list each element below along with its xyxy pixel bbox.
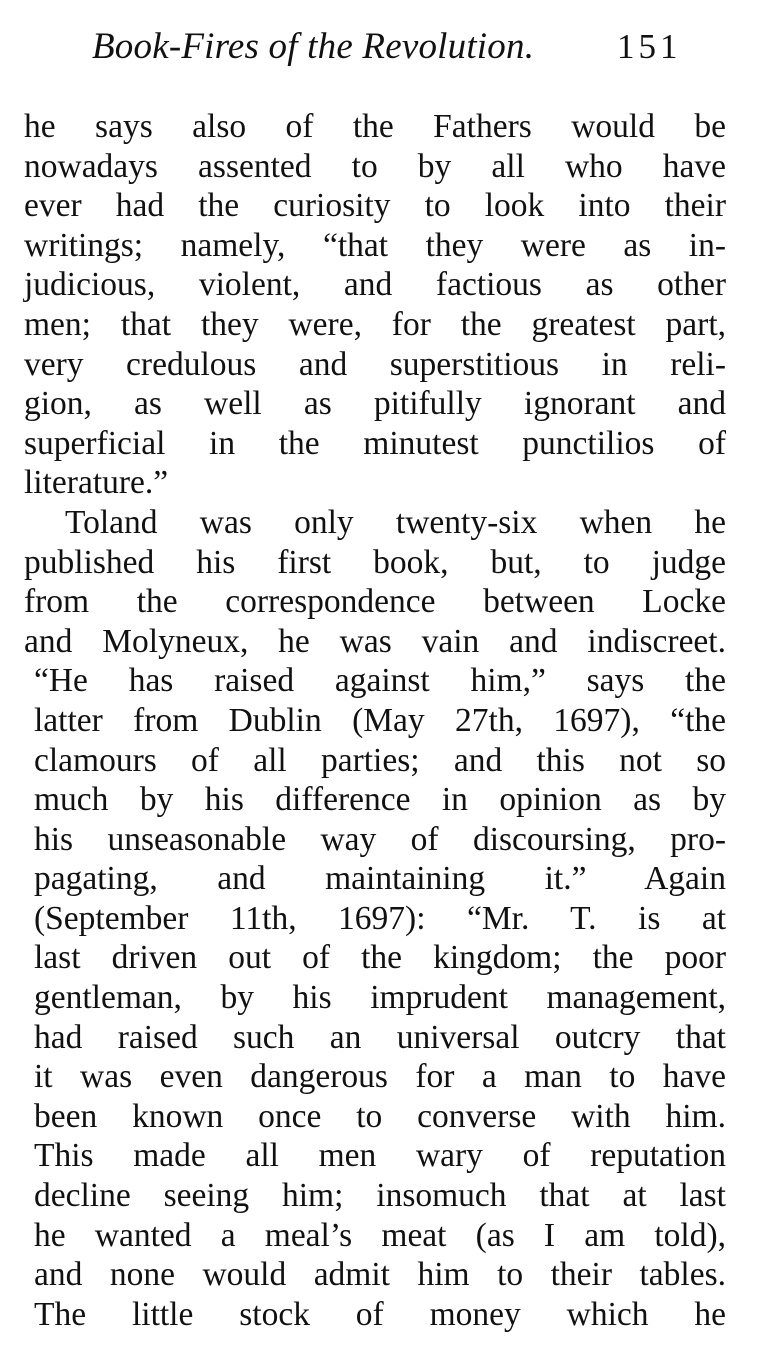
text-line: clamours of all parties; and this not so [34,741,726,779]
text-line: much by his difference in opinion as by [34,781,726,819]
text-line: he says also of the Fathers would be [24,108,726,145]
text-line: his unseasonable way of discoursing, pro- [34,820,726,858]
text-line: published his first book, but, to judge [24,543,726,581]
text-line: nowadays assented to by all who have [24,147,726,185]
text-line: “He has raised against him,” says the [34,662,726,700]
text-line: he wanted a meal’s meat (as I am told), [34,1216,726,1254]
text-line: pagating, and maintaining it.” Again [34,860,726,898]
page-number: 151 [617,27,682,66]
running-title: Book-Fires of the Revolution. [92,26,535,67]
text-line: (September 11th, 1697): “Mr. T. is at [34,899,726,937]
text-line: and Molyneux, he was vain and indiscreet. [24,622,726,660]
text-line: gentleman, by his imprudent management, [34,979,726,1017]
text-line: literature.” [24,464,169,502]
text-line: Toland was only twenty-six when he [65,503,726,541]
text-line: last driven out of the kingdom; the poor [34,939,726,977]
text-line: had raised such an universal outcry that [34,1018,726,1056]
text-line: it was even dangerous for a man to have [34,1058,726,1096]
text-line: writings; namely, “that they were as in- [24,226,726,264]
page-header [0,20,765,74]
text-line: ever had the curiosity to look into their [24,187,726,225]
text-line: very credulous and superstitious in reli- [24,345,726,383]
text-line: gion, as well as pitifully ignorant and [24,385,726,423]
text-line: from the correspondence between Locke [24,583,726,621]
text-line: This made all men wary of reputation [34,1137,726,1175]
body-text [24,107,726,1334]
text-line: superficial in the minutest punctilios of [24,424,726,462]
text-line: judicious, violent, and factious as other [24,266,726,304]
text-line: men; that they were, for the greatest part, [24,305,726,343]
text-line: and none would admit him to their tables. [34,1256,726,1294]
text-line: latter from Dublin (May 27th, 1697), “the [34,701,726,739]
text-line: been known once to converse with him. [34,1097,726,1135]
text-line: decline seeing him; insomuch that at last [34,1177,726,1215]
text-line: The little stock of money which he [34,1295,726,1333]
